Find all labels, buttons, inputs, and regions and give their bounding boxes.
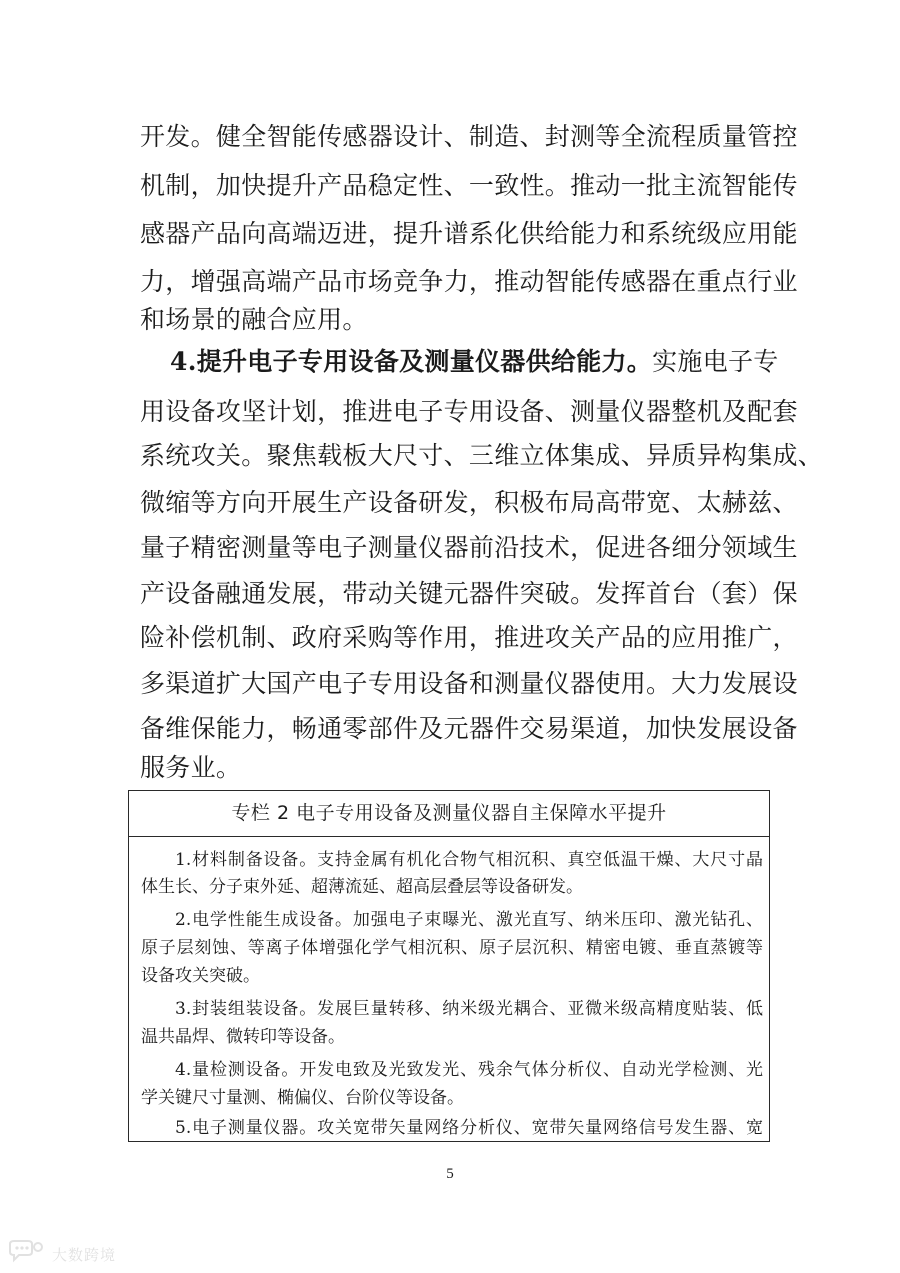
special-column-box	[128, 790, 770, 1142]
text-line: 量子精密测量等电子测量仪器前沿技术，促进各细分领域生	[140, 533, 798, 562]
box-item-1-line-1: 1.材料制备设备。支持金属有机化合物气相沉积、真空低温干燥、大尺寸晶	[175, 850, 763, 870]
text-line: 开发。健全智能传感器设计、制造、封测等全流程质量管控	[140, 122, 798, 151]
text-line: 感器产品向高端迈进，提升谱系化供给能力和系统级应用能	[140, 219, 798, 248]
box-item-4-line-1: 4.量检测设备。开发电致及光致发光、残余气体分析仪、自动光学检测、光	[175, 1060, 763, 1080]
text-line: 多渠道扩大国产电子专用设备和测量仪器使用。大力发展设	[140, 669, 798, 698]
box-item-1-line-2: 体生长、分子束外延、超薄流延、超高层叠层等设备研发。	[141, 877, 583, 897]
box-item-4-line-2: 学关键尺寸量测、椭偏仪、台阶仪等设备。	[141, 1088, 464, 1108]
box-item-2-line-2: 原子层刻蚀、等离子体增强化学气相沉积、原子层沉积、精密电镀、垂直蒸镀等	[141, 938, 763, 958]
text-line: 系统攻关。聚焦载板大尺寸、三维立体集成、异质异构集成、	[140, 441, 824, 470]
text-line: 服务业。	[140, 753, 242, 782]
page-number: 5	[446, 1166, 454, 1182]
box-item-3-line-2: 温共晶焊、微转印等设备。	[141, 1027, 345, 1047]
box-item-2-line-3: 设备攻关突破。	[141, 966, 260, 986]
text-line: 和场景的融合应用。	[140, 305, 368, 334]
box-item-2-line-1: 2.电学性能生成设备。加强电子束曝光、激光直写、纳米压印、激光钻孔、	[175, 910, 763, 930]
text-line: 用设备攻坚计划，推进电子专用设备、测量仪器整机及配套	[140, 397, 798, 426]
heading-line-rest: 实施电子专	[652, 347, 779, 376]
text-line: 险补偿机制、政府采购等作用，推进攻关产品的应用推广，	[140, 623, 798, 652]
text-line: 机制，加快提升产品稳定性、一致性。推动一批主流智能传	[140, 171, 798, 200]
text-line: 产设备融通发展，带动关键元器件突破。发挥首台（套）保	[140, 579, 798, 608]
text-line: 备维保能力，畅通零部件及元器件交易渠道，加快发展设备	[140, 714, 798, 743]
chat-bubble-logo-icon	[6, 1240, 46, 1268]
box-item-5-line-1: 5.电子测量仪器。攻关宽带矢量网络分析仪、宽带矢量网络信号发生器、宽	[175, 1118, 763, 1138]
text-line-heading	[170, 346, 779, 378]
watermark	[6, 1240, 116, 1268]
section-heading: 4.提升电子专用设备及测量仪器供给能力。	[170, 347, 653, 376]
box-title: 专栏 2 电子专用设备及测量仪器自主保障水平提升	[129, 791, 769, 837]
text-line: 微缩等方向开展生产设备研发，积极布局高带宽、太赫兹、	[140, 488, 798, 517]
watermark-text: 大数跨境	[52, 1245, 117, 1264]
text-line: 力，增强高端产品市场竞争力，推动智能传感器在重点行业	[140, 267, 798, 296]
box-item-3-line-1: 3.封装组装设备。发展巨量转移、纳米级光耦合、亚微米级高精度贴装、低	[175, 999, 763, 1019]
